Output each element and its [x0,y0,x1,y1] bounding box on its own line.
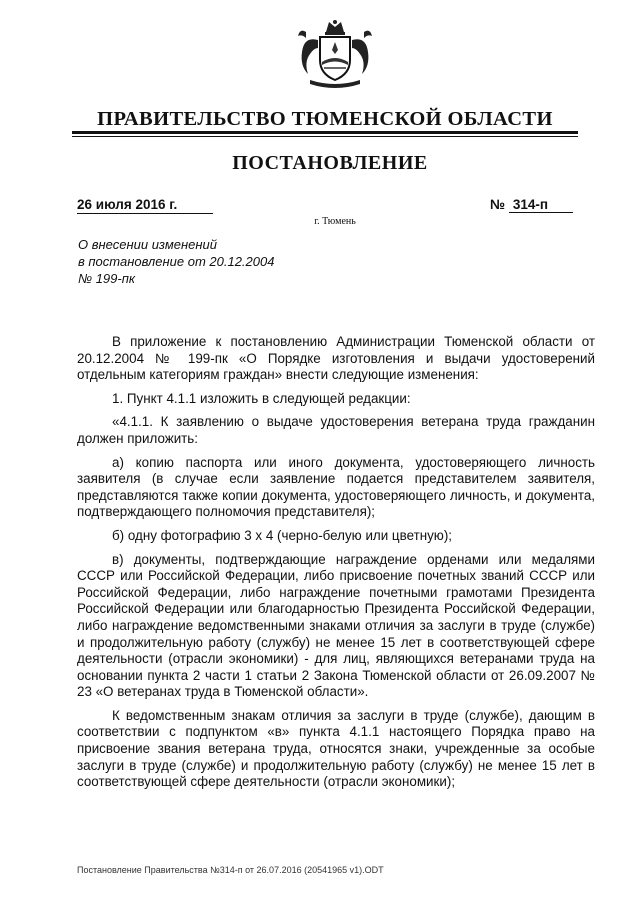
header-rule-thin [72,136,578,137]
document-number [490,197,580,213]
body-paragraph: б) одну фотографию 3 х 4 (черно-белую или цветную); [112,527,453,543]
body-paragraph: а) копию паспорта или иного документа, удостоверяющего личность заявителя (в случае если заявление подается представителем заявителя, представляются также копии документа, удостоверяющего личность, и документа, подтверждающего полномочия представителя); [77,454,595,520]
body-paragraph: В приложение к постановлению Администрации Тюменской области от 20.12.2004 № 199-пк «О Порядке изготовления и выдачи удостоверений отдельным категориям граждан» внести следующие изменения: [77,334,595,383]
coat-of-arms-emblem [290,18,380,90]
footer-file-reference: Постановление Правительства №314-п от 26.07.2016 (20541965 v1).ODT [77,865,384,875]
organization-title: ПРАВИТЕЛЬСТВО ТЮМЕНСКОЙ ОБЛАСТИ [97,108,553,130]
city-label: г. Тюмень [314,216,356,227]
number-label: № [490,197,506,212]
subject-line: № 199-пк [78,271,136,286]
body-paragraph: К ведомственным знакам отличия за заслуги в труде (службе), дающим в соответствии с подпунктом «в» пункта 4.1.1 настоящего Порядка право на присвоение звания ветерана труда, относятся знаки, учрежденные за особые заслуги в труде (службе) и продолжительную работу (службу) не менее 15 лет в соответствующей сфере деятельности (отрасли экономики); [77,707,595,790]
body-paragraph: «4.1.1. К заявлению о выдаче удостоверения ветерана труда гражданин должен приложить: [77,414,595,446]
document-type-title: ПОСТАНОВЛЕНИЕ [232,152,428,174]
document-date: 26 июля 2016 г. [77,197,213,214]
header-rule-thick [72,131,578,134]
subject-line: в постановление от 20.12.2004 [78,254,275,269]
body-paragraph: в) документы, подтверждающие награждение орденами или медалями СССР или Российской Федерации, либо присвоение почетных званий СССР или Российской Федерации, либо награждение почетными грамотами Президента Российской Федерации или благодарностью Президента Российской Федерации, либо награждение ведомственными знаками отличия за заслуги в труде (службе) и продолжительную работу (службу) не менее 15 лет в соответствующей сфере деятельности (отрасли экономики) - для лиц, являющихся ветеранами труда на основании пункта 2 части 1 статьи 2 Закона Тюменской области от 26.09.2007 № 23 «О ветеранах труда в Тюменской области». [77,551,595,700]
document-body [77,334,595,798]
number-value: 314-п [509,197,573,213]
document-subject [78,236,338,287]
subject-line: О внесении изменений [78,237,217,252]
body-paragraph: 1. Пункт 4.1.1 изложить в следующей редакции: [112,390,411,406]
